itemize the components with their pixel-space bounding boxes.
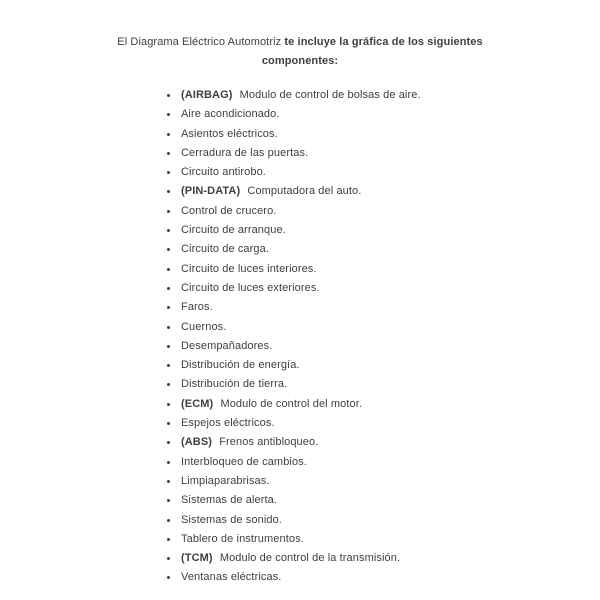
bullet-icon (167, 171, 170, 174)
component-code: (PIN-DATA) (181, 185, 241, 198)
list-item (166, 375, 600, 394)
list-item (166, 453, 600, 472)
component-label: Faros. (181, 301, 213, 314)
component-label: Espejos eléctricos. (181, 417, 275, 430)
component-label: Modulo de control de bolsas de aire. (239, 89, 421, 101)
page-title (80, 0, 520, 71)
component-label: Circuito de luces interiores. (181, 262, 317, 275)
component-label: Aire acondicionado. (181, 108, 280, 121)
bullet-icon (167, 345, 170, 348)
list-item (166, 221, 600, 240)
list-item (166, 163, 600, 182)
bullet-icon (167, 268, 170, 271)
components-list (166, 86, 600, 588)
bullet-icon (167, 326, 170, 329)
bullet-icon (167, 229, 170, 232)
component-label: Control de crucero. (181, 204, 277, 217)
component-code: (AIRBAG) (181, 89, 233, 101)
list-item (166, 414, 600, 433)
list-item (166, 395, 600, 414)
bullet-icon (167, 383, 170, 386)
bullet-icon (167, 480, 170, 483)
bullet-icon (167, 538, 170, 541)
bullet-icon (167, 287, 170, 290)
list-item (166, 337, 600, 356)
component-label: Desempañadores. (181, 339, 273, 352)
component-code: (ECM) (181, 397, 214, 410)
list-item (166, 298, 600, 317)
component-label: Ventanas eléctricas. (181, 571, 282, 584)
component-label: Computadora del auto. (247, 185, 362, 198)
bullet-icon (167, 190, 170, 193)
component-label: Sistemas de alerta. (181, 494, 278, 507)
component-label: Circuito de carga. (181, 243, 270, 256)
title-regular-text: El Diagrama Eléctrico Automotriz (117, 36, 282, 48)
list-item (166, 356, 600, 375)
bullet-icon (167, 133, 170, 136)
list-item (166, 202, 600, 221)
component-label: Circuito de arranque. (181, 224, 286, 237)
component-label: Cerradura de las puertas. (181, 146, 309, 159)
bullet-icon (167, 441, 170, 444)
list-item (166, 182, 600, 201)
list-item (166, 433, 600, 452)
component-label: Limpiaparabrisas. (181, 474, 270, 487)
component-label: Frenos antibloqueo. (219, 436, 319, 449)
bullet-icon (167, 152, 170, 155)
bullet-icon (167, 403, 170, 406)
list-item (166, 279, 600, 298)
bullet-icon (167, 422, 170, 425)
list-item (166, 511, 600, 530)
list-item (166, 530, 600, 549)
component-label: Asientos eléctricos. (181, 127, 278, 140)
list-item (166, 260, 600, 279)
component-label: Distribución de energía. (181, 359, 300, 372)
bullet-icon (167, 113, 170, 116)
component-label: Distribución de tierra. (181, 378, 288, 391)
component-label: Tablero de instrumentos. (181, 532, 304, 545)
component-label: Circuito de luces exteriores. (181, 281, 320, 294)
list-item (166, 125, 600, 144)
bullet-icon (167, 557, 170, 560)
component-code: (ABS) (181, 436, 213, 449)
bullet-icon (167, 576, 170, 579)
bullet-icon (167, 364, 170, 367)
bullet-icon (167, 210, 170, 213)
component-label: Sistemas de sonido. (181, 513, 282, 526)
title-bold-text: te incluye la gráfica de los siguientes componentes: (261, 36, 483, 67)
bullet-icon (167, 94, 170, 97)
list-item (166, 491, 600, 510)
bullet-icon (167, 499, 170, 502)
list-item (166, 240, 600, 259)
bullet-icon (167, 306, 170, 309)
component-code: (TCM) (181, 552, 213, 565)
component-label: Cuernos. (181, 320, 227, 333)
list-item (166, 549, 600, 568)
list-item (166, 105, 600, 124)
component-label: Interbloqueo de cambios. (181, 455, 307, 468)
list-item (166, 568, 600, 587)
list-item (166, 472, 600, 491)
bullet-icon (167, 461, 170, 464)
component-label: Circuito antirobo. (181, 166, 266, 179)
component-label: Modulo de control de la transmisión. (219, 552, 401, 565)
list-item (166, 144, 600, 163)
bullet-icon (167, 248, 170, 251)
list-item (166, 318, 600, 337)
bullet-icon (167, 519, 170, 522)
list-item (166, 86, 600, 105)
component-label: Modulo de control del motor. (220, 397, 363, 410)
